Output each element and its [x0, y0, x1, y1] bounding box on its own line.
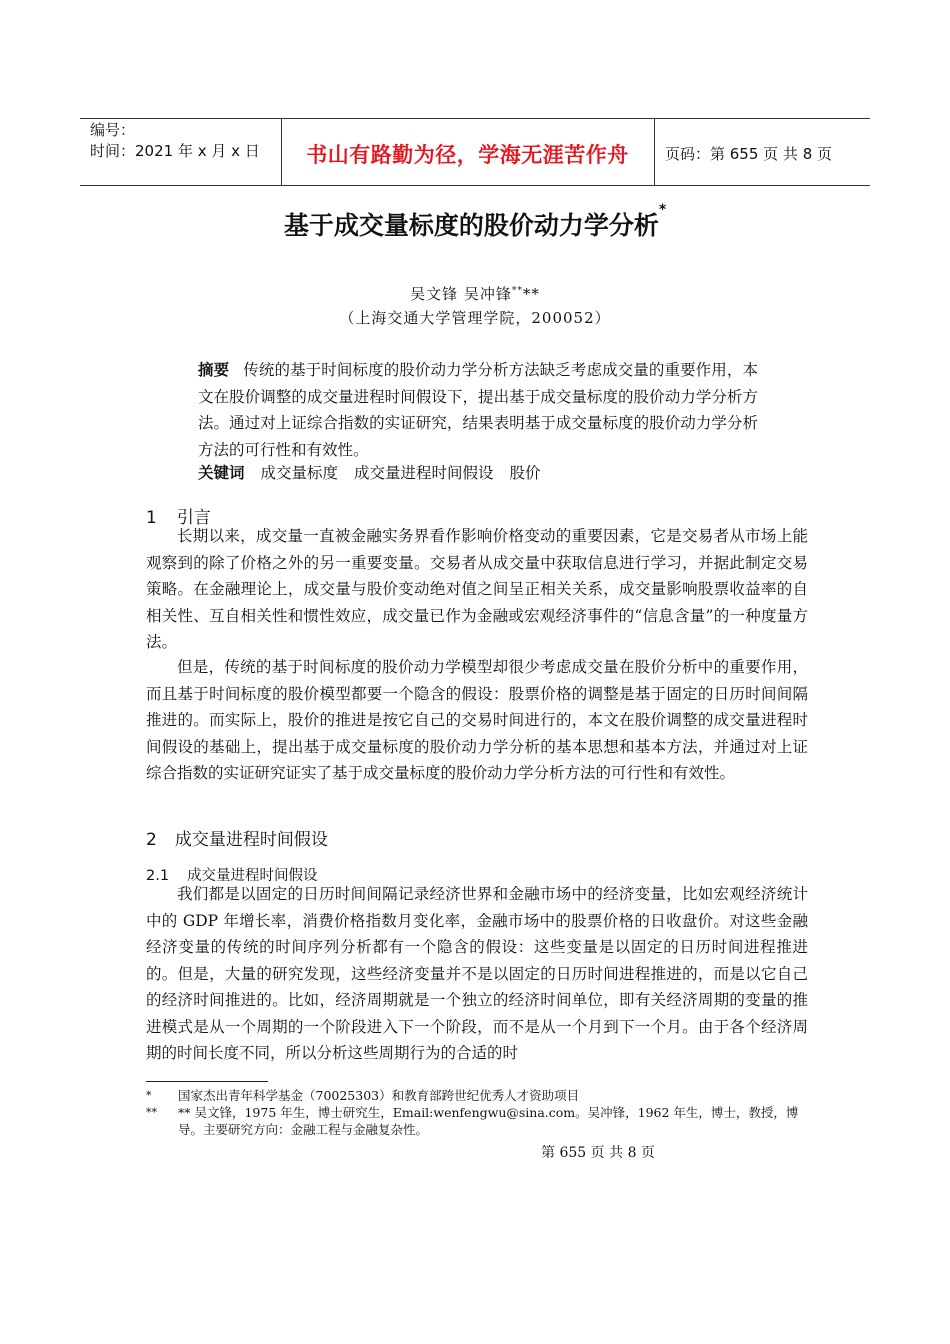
footnote-text: ** 吴文锋，1975 年生，博士研究生，Email:wenfengwu@sina.com。吴冲锋，1962 年生，博士，教授，博导。主要研究方向：金融工程与金融复杂性。: [178, 1105, 799, 1137]
header-motto: 书山有路勤为径，学海无涯苦作舟: [306, 143, 629, 167]
section-title: 成交量进程时间假设: [174, 830, 328, 850]
header-divider-right: [654, 118, 655, 186]
section-title: 引言: [176, 508, 211, 528]
footnote-2: [146, 1104, 808, 1138]
header-top-rule: [80, 118, 870, 119]
section-2-heading: [146, 825, 328, 850]
authors-names: 吴文锋 吴冲锋: [410, 285, 512, 303]
abstract: [198, 357, 758, 463]
keyword-item: 股价: [509, 464, 541, 482]
section-1-paragraph-1: 长期以来，成交量一直被金融实务界看作影响价格变动的重要因素，它是交易者从市场上能观察到的除了价格之外的另一重要变量。交易者从成交量中获取信息进行学习，并据此制定交易策略。在金融理论上，成交量与股价变动绝对值之间呈正相关关系，成交量影响股票收益率的自相关性、互自相关性和惯性效应，成交量已作为金融或宏观经济事件的“信息含量”的一种度量方法。: [146, 527, 808, 651]
subsection-number: 2.1: [146, 868, 170, 884]
page-footer: 第 655 页 共 8 页: [541, 1145, 655, 1161]
subsection-title: 成交量进程时间假设: [187, 868, 318, 884]
keywords-label: 关键词: [198, 464, 245, 482]
section-1-paragraph-2: 但是，传统的基于时间标度的股价动力学模型却很少考虑成交量在股价分析中的重要作用，而且基于时间标度的股价模型都要一个隐含的假设：股票价格的调整是基于固定的日历时间间隔推进的。而实际上，股价的推进是按它自己的交易时间进行的，本文在股价调整的成交量进程时间假设的基础上，提出基于成交量标度的股价动力学分析的基本思想和基本方法，并通过对上证综合指数的实证研究证实了基于成交量标度的股价动力学分析方法的可行性和有效性。: [146, 658, 808, 782]
title-footnote-mark: *: [658, 202, 667, 218]
footnote-mark: **: [146, 1106, 157, 1119]
footnote-rule: [146, 1081, 268, 1082]
keywords: [198, 461, 541, 483]
footnote-1: [146, 1087, 808, 1104]
keyword-item: 成交量标度: [260, 464, 339, 482]
paper-title: [0, 202, 950, 242]
keyword-item: 成交量进程时间假设: [354, 464, 494, 482]
affiliation: （上海交通大学管理学院，200052）: [339, 309, 611, 327]
authors-footnote-mark-2: **: [522, 285, 540, 303]
serial-label: 编号：: [90, 121, 136, 139]
header-bottom-rule: [80, 185, 870, 186]
authors-line: [0, 283, 950, 304]
header-meta: [90, 120, 260, 162]
time-label: 时间：2021 年 x 月 x 日: [90, 142, 260, 160]
abstract-text: 传统的基于时间标度的股价动力学分析方法缺乏考虑成交量的重要作用，本文在股价调整的成交量进程时间假设下，提出基于成交量标度的股价动力学分析方法。通过对上证综合指数的实证研究，结果表明基于成交量标度的股价动力学分析方法的可行性和有效性。: [198, 361, 758, 459]
section-number: 1: [146, 508, 157, 528]
footnote-text: 国家杰出青年科学基金（70025303）和教育部跨世纪优秀人才资助项目: [178, 1088, 580, 1103]
authors-footnote-mark: **: [511, 286, 523, 296]
header-page-info: 页码：第 655 页 共 8 页: [665, 145, 833, 163]
section-number: 2: [146, 830, 157, 850]
footnote-mark: *: [146, 1089, 152, 1102]
paper-title-text: 基于成交量标度的股价动力学分析: [283, 211, 659, 240]
abstract-label: 摘要: [198, 361, 230, 379]
subsection-2-1-paragraph: 我们都是以固定的日历时间间隔记录经济世界和金融市场中的经济变量，比如宏观经济统计中的 GDP 年增长率，消费价格指数月变化率，金融市场中的股票价格的日收盘价。对这些金融经济变量的传统的时间序列分析都有一个隐含的假设：这些变量是以固定的日历时间进程推进的。但是，大量的研究发现，这些经济变量并不是以固定的日历时间进程推进的，而是以它自己的经济时间推进的。比如，经济周期就是一个独立的经济时间单位，即有关经济周期的变量的推进模式是从一个周期的一个阶段进入下一个阶段，而不是从一个月到下一个月。由于各个经济周期的时间长度不同，所以分析这些周期行为的合适的时: [146, 885, 808, 1062]
